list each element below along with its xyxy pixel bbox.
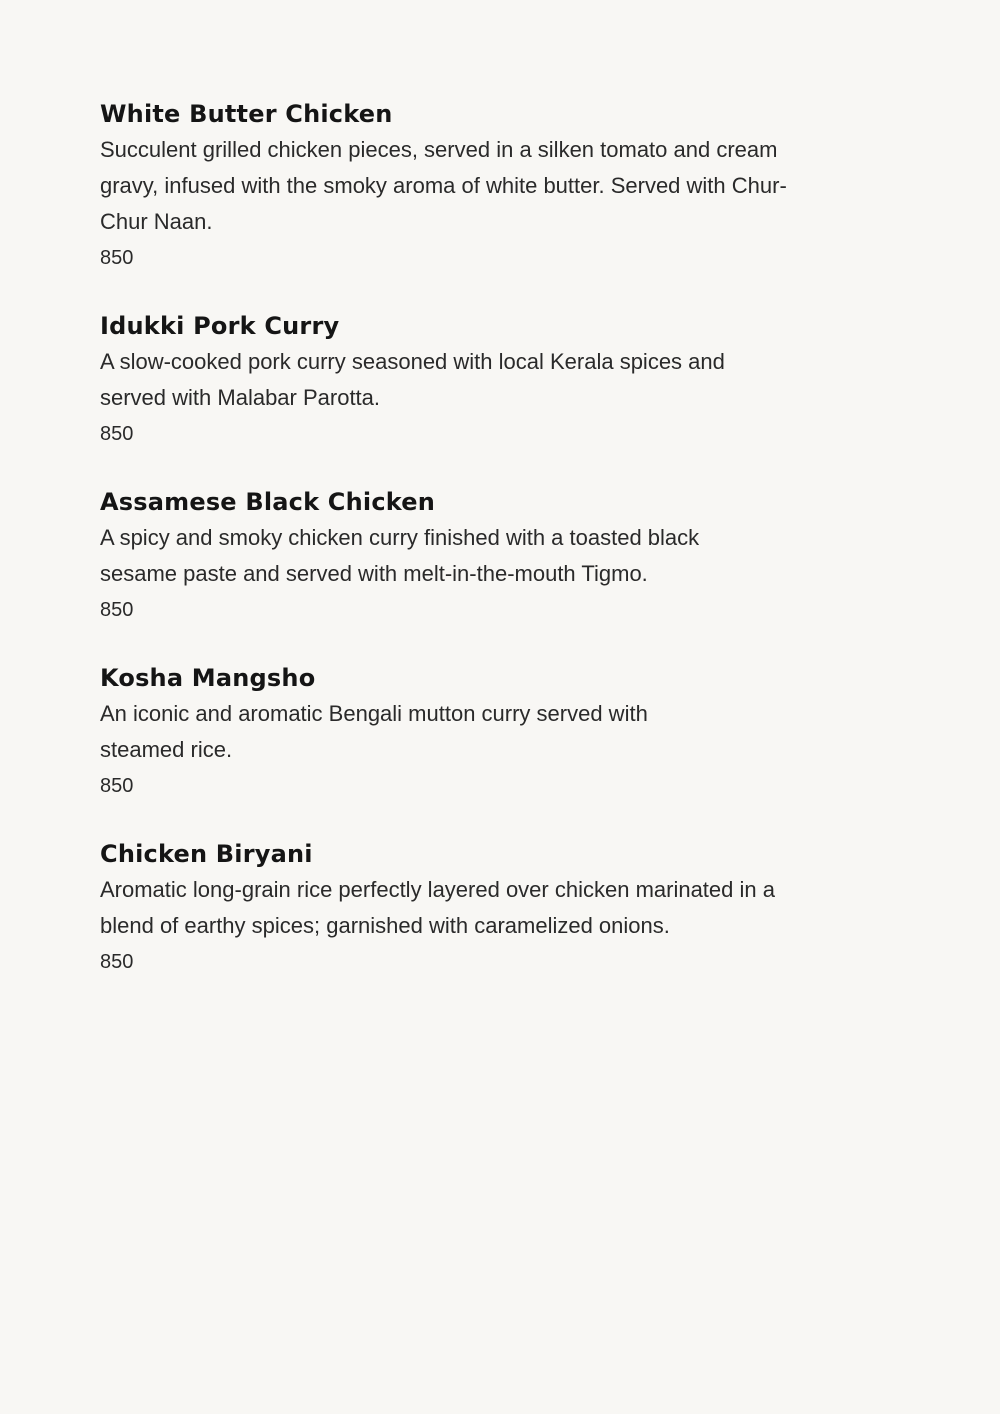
menu-list [100,96,820,1012]
dish-description: A slow-cooked pork curry seasoned with local Kerala spices and served with Malabar Parotta. [100,349,725,410]
menu-item-chicken-biryani [100,836,820,980]
dish-name: Idukki Pork Curry [100,312,340,340]
dish-price: 850 [100,423,134,445]
dish-description: Aromatic long-grain rice perfectly layered over chicken marinated in a blend of earthy spices; garnished with caramelized onions. [100,877,775,938]
menu-item-kosha-mangsho [100,660,820,804]
dish-price: 850 [100,599,134,621]
dish-description: An iconic and aromatic Bengali mutton curry served with steamed rice. [100,701,648,762]
dish-name: Assamese Black Chicken [100,488,436,516]
dish-description: Succulent grilled chicken pieces, served in a silken tomato and cream gravy, infused with the smoky aroma of white butter. Served with Chur-Chur Naan. [100,137,787,234]
dish-price: 850 [100,951,134,973]
dish-price: 850 [100,247,134,269]
menu-item-white-butter-chicken [100,96,820,276]
menu-item-assamese-black-chicken [100,484,820,628]
dish-name: Kosha Mangsho [100,664,316,692]
menu-item-idukki-pork-curry [100,308,820,452]
dish-price: 850 [100,775,134,797]
dish-name: Chicken Biryani [100,840,313,868]
dish-description: A spicy and smoky chicken curry finished with a toasted black sesame paste and served with melt-in-the-mouth Tigmo. [100,525,700,586]
dish-name: White Butter Chicken [100,100,393,128]
